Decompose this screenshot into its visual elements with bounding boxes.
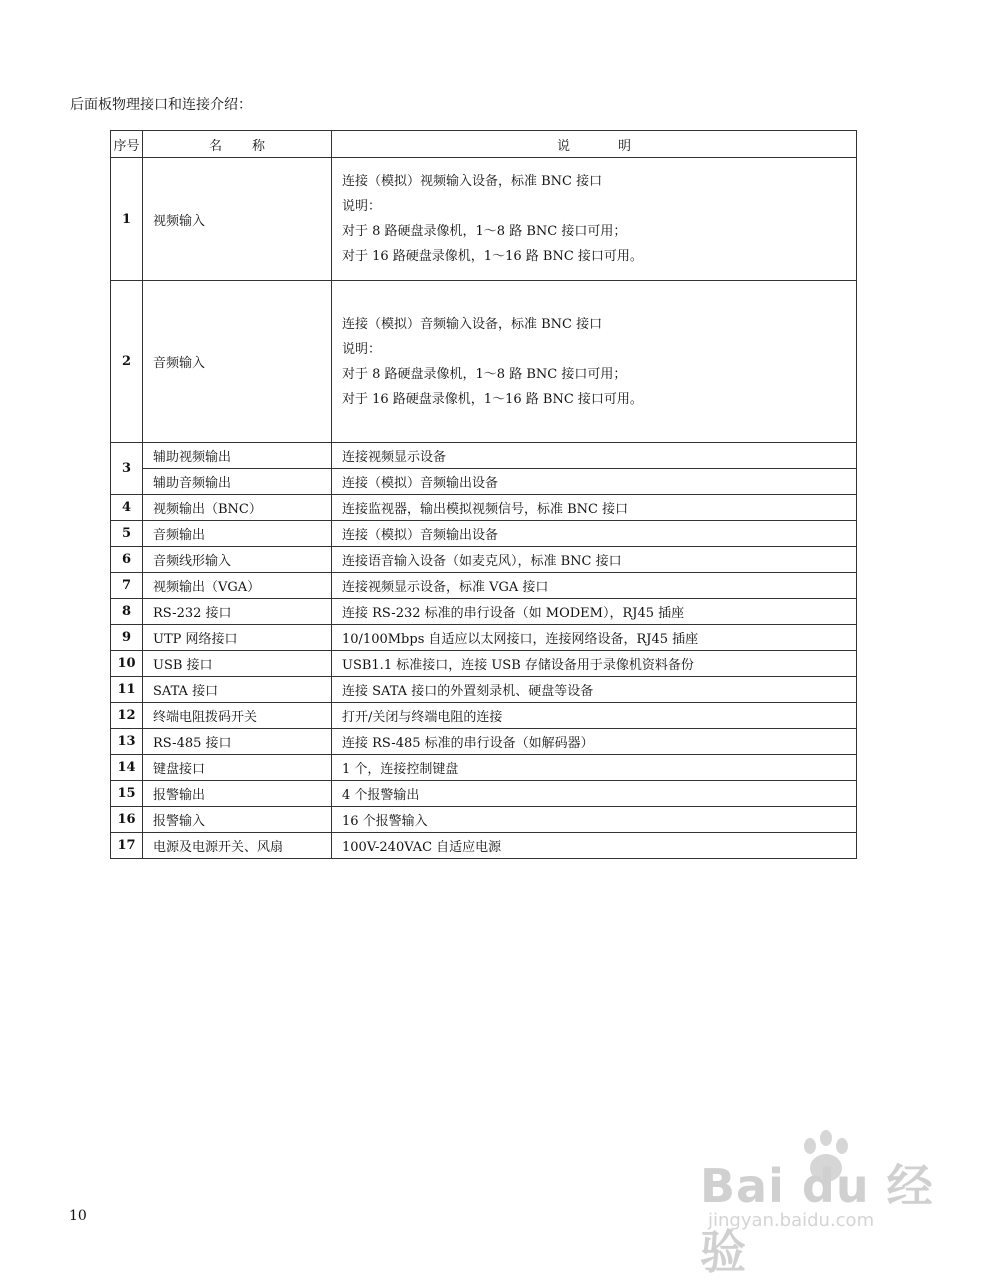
row-name: 音频线形输入 xyxy=(143,547,332,573)
row-desc: 连接（模拟）音频输出设备 xyxy=(332,521,857,547)
header-name xyxy=(143,131,332,158)
header-num: 序号 xyxy=(111,131,143,158)
row-desc: 连接（模拟）音频输出设备 xyxy=(332,469,857,495)
row-desc: 连接 RS-232 标准的串行设备（如 MODEM），RJ45 插座 xyxy=(332,599,857,625)
watermark-url: jingyan.baidu.com xyxy=(708,1210,875,1231)
row-desc: 1 个，连接控制键盘 xyxy=(332,755,857,781)
row-name: USB 接口 xyxy=(143,651,332,677)
row-num: 5 xyxy=(111,521,143,547)
row-num: 2 xyxy=(111,281,143,443)
row-name: RS-232 接口 xyxy=(143,599,332,625)
table-row xyxy=(111,807,857,833)
table-row xyxy=(111,443,857,469)
row-name: UTP 网络接口 xyxy=(143,625,332,651)
row-desc xyxy=(332,281,857,443)
row-name: 终端电阻拨码开关 xyxy=(143,703,332,729)
row-name: 电源及电源开关、风扇 xyxy=(143,833,332,859)
table-header-row xyxy=(111,131,857,158)
row-num: 3 xyxy=(111,443,143,495)
baidu-watermark xyxy=(700,1130,940,1279)
row-name: 报警输出 xyxy=(143,781,332,807)
row-num: 6 xyxy=(111,547,143,573)
table-row xyxy=(111,833,857,859)
row-num: 12 xyxy=(111,703,143,729)
row-num: 9 xyxy=(111,625,143,651)
simple-rows xyxy=(111,495,857,859)
row-num: 13 xyxy=(111,729,143,755)
row-name: 视频输入 xyxy=(143,158,332,281)
desc-line: 对于 8 路硬盘录像机，1～8 路 BNC 接口可用； xyxy=(342,366,627,382)
row-desc: 4 个报警输出 xyxy=(332,781,857,807)
section-heading: 后面板物理接口和连接介绍： xyxy=(70,97,252,113)
table-row xyxy=(111,469,857,495)
row-name: 键盘接口 xyxy=(143,755,332,781)
header-desc-a: 说 xyxy=(556,138,570,154)
row-name: 辅助视频输出 xyxy=(143,443,332,469)
row-num: 4 xyxy=(111,495,143,521)
row-desc: USB1.1 标准接口，连接 USB 存储设备用于录像机资料备份 xyxy=(332,651,857,677)
row-name: 辅助音频输出 xyxy=(143,469,332,495)
row-desc: 连接视频显示设备，标准 VGA 接口 xyxy=(332,573,857,599)
row-name: SATA 接口 xyxy=(143,677,332,703)
row-desc: 连接 RS-485 标准的串行设备（如解码器） xyxy=(332,729,857,755)
row-name: 音频输出 xyxy=(143,521,332,547)
header-name-a: 名 xyxy=(208,138,222,154)
desc-line: 对于 16 路硬盘录像机，1～16 路 BNC 接口可用。 xyxy=(342,391,643,407)
row-desc xyxy=(332,158,857,281)
row-num: 16 xyxy=(111,807,143,833)
table-row xyxy=(111,281,857,443)
page-number: 10 xyxy=(69,1208,87,1224)
table-row xyxy=(111,625,857,651)
row-name: 视频输出（BNC） xyxy=(143,495,332,521)
desc-line: 对于 8 路硬盘录像机，1～8 路 BNC 接口可用； xyxy=(342,224,627,239)
header-desc-b: 明 xyxy=(618,138,632,154)
row-num: 11 xyxy=(111,677,143,703)
row-num: 1 xyxy=(111,158,143,281)
header-name-b: 称 xyxy=(252,138,266,154)
table-row xyxy=(111,651,857,677)
header-desc xyxy=(332,131,857,158)
desc-line: 对于 16 路硬盘录像机，1～16 路 BNC 接口可用。 xyxy=(342,249,643,264)
desc-line: 说明： xyxy=(342,199,382,214)
table-row xyxy=(111,781,857,807)
table-row xyxy=(111,703,857,729)
table-row xyxy=(111,677,857,703)
row-desc: 连接 SATA 接口的外置刻录机、硬盘等设备 xyxy=(332,677,857,703)
row-name: 报警输入 xyxy=(143,807,332,833)
row-desc: 连接视频显示设备 xyxy=(332,443,857,469)
row-num: 17 xyxy=(111,833,143,859)
row-num: 10 xyxy=(111,651,143,677)
table-row xyxy=(111,573,857,599)
row-num: 8 xyxy=(111,599,143,625)
row-desc: 连接语音输入设备（如麦克风），标准 BNC 接口 xyxy=(332,547,857,573)
row-desc: 10/100Mbps 自适应以太网接口，连接网络设备，RJ45 插座 xyxy=(332,625,857,651)
row-desc: 16 个报警输入 xyxy=(332,807,857,833)
table-row xyxy=(111,755,857,781)
row-name: RS-485 接口 xyxy=(143,729,332,755)
table-row xyxy=(111,521,857,547)
desc-line: 连接（模拟）音频输入设备，标准 BNC 接口 xyxy=(342,316,603,332)
table-row xyxy=(111,599,857,625)
interface-table xyxy=(110,130,857,859)
row-num: 7 xyxy=(111,573,143,599)
row-num: 15 xyxy=(111,781,143,807)
table-row xyxy=(111,158,857,281)
row-num: 14 xyxy=(111,755,143,781)
desc-line: 连接（模拟）视频输入设备，标准 BNC 接口 xyxy=(342,174,603,189)
row-desc: 100V-240VAC 自适应电源 xyxy=(332,833,857,859)
table-row xyxy=(111,729,857,755)
watermark-logo: Bai du 经验 xyxy=(700,1159,934,1279)
row-desc: 打开/关闭与终端电阻的连接 xyxy=(332,703,857,729)
row-name: 视频输出（VGA） xyxy=(143,573,332,599)
row-desc: 连接监视器，输出模拟视频信号，标准 BNC 接口 xyxy=(332,495,857,521)
row-name: 音频输入 xyxy=(143,281,332,443)
table-row xyxy=(111,495,857,521)
desc-line: 说明： xyxy=(342,341,382,357)
table-row xyxy=(111,547,857,573)
